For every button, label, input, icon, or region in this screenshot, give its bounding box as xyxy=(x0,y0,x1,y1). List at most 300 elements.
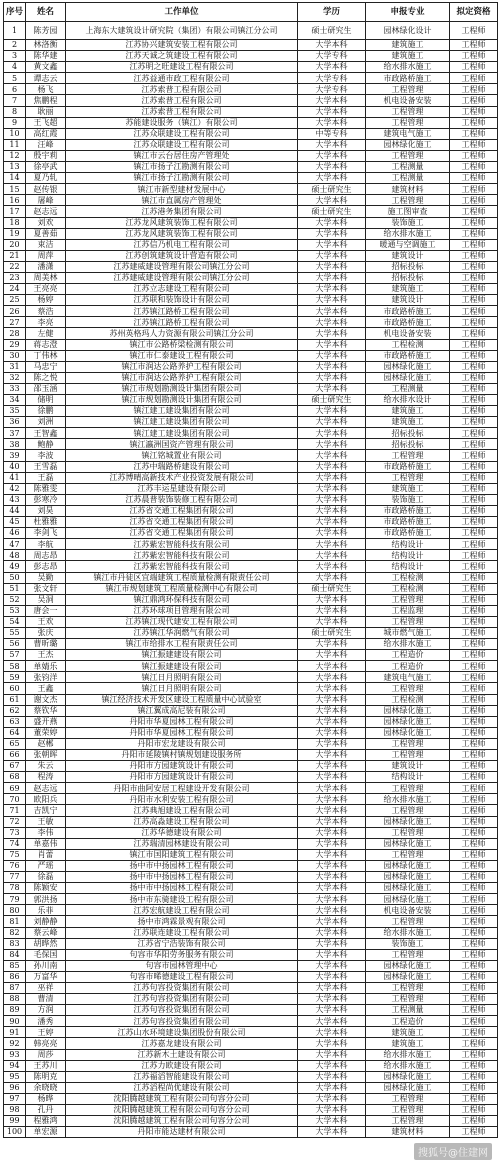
cell-specialty: 市政路桥施工 xyxy=(366,73,450,84)
cell-specialty: 园林绿化施工 xyxy=(366,838,450,849)
cell-qualification: 工程师 xyxy=(450,272,498,283)
cell-employer: 江苏福滔智能建设有限公司 xyxy=(66,1071,298,1082)
cell-qualification: 工程师 xyxy=(450,328,498,339)
table-row xyxy=(4,816,498,827)
cell-no: 80 xyxy=(4,905,26,916)
cell-employer: 镇江市国阳建筑工程有限公司 xyxy=(66,849,298,860)
cell-no: 90 xyxy=(4,1016,26,1027)
cell-qualification: 工程师 xyxy=(450,738,498,749)
cell-employer: 江苏龙风建筑装饰工程有限公司 xyxy=(66,217,298,228)
cell-name: 刘欢 xyxy=(26,217,66,228)
table-row xyxy=(4,1049,498,1060)
cell-specialty: 建筑施工 xyxy=(366,284,450,295)
table-row xyxy=(4,916,498,927)
cell-name: 彭志昂 xyxy=(26,561,66,572)
cell-employer: 江苏信乃机电工程有限公司 xyxy=(66,239,298,250)
cell-name: 李波 xyxy=(26,450,66,461)
cell-no: 28 xyxy=(4,328,26,339)
cell-name: 王敏 xyxy=(26,816,66,827)
cell-name: 夏善茹 xyxy=(26,228,66,239)
cell-qualification: 工程师 xyxy=(450,1127,498,1138)
table-row xyxy=(4,683,498,694)
cell-education: 大学本科 xyxy=(298,461,366,472)
cell-name: 肖蕾 xyxy=(26,849,66,860)
cell-no: 31 xyxy=(4,361,26,372)
cell-education: 大学专科 xyxy=(298,73,366,84)
cell-specialty: 工程管理 xyxy=(366,994,450,1005)
table-row xyxy=(4,128,498,139)
cell-qualification: 工程师 xyxy=(450,971,498,982)
cell-no: 67 xyxy=(4,761,26,772)
cell-employer: 江苏高淼建设工程有限公司 xyxy=(66,816,298,827)
cell-no: 81 xyxy=(4,916,26,927)
table-row xyxy=(4,605,498,616)
cell-no: 23 xyxy=(4,272,26,283)
cell-education: 大学本科 xyxy=(298,328,366,339)
cell-specialty: 工程管理 xyxy=(366,683,450,694)
cell-no: 73 xyxy=(4,827,26,838)
table-row xyxy=(4,150,498,161)
cell-education: 硕士研究生 xyxy=(298,22,366,40)
cell-no: 94 xyxy=(4,1060,26,1071)
cell-name: 张文轩 xyxy=(26,583,66,594)
cell-education: 大学专科 xyxy=(298,51,366,62)
cell-employer: 镇江市扬子江勘测有限公司 xyxy=(66,173,298,184)
cell-education: 大学本科 xyxy=(298,838,366,849)
cell-specialty: 工程管理 xyxy=(366,849,450,860)
cell-education: 大学本科 xyxy=(298,494,366,505)
cell-education: 大学本科 xyxy=(298,539,366,550)
cell-qualification: 工程师 xyxy=(450,838,498,849)
cell-name: 李伟 xyxy=(26,827,66,838)
cell-education: 硕士研究生 xyxy=(298,627,366,638)
cell-qualification: 工程师 xyxy=(450,672,498,683)
cell-specialty: 施工图审查 xyxy=(366,206,450,217)
cell-education: 大学本科 xyxy=(298,62,366,73)
cell-name: 陈明克 xyxy=(26,1071,66,1082)
cell-name: 王磊 xyxy=(26,472,66,483)
cell-qualification: 工程师 xyxy=(450,195,498,206)
cell-name: 马忠宁 xyxy=(26,361,66,372)
cell-specialty: 给水排水施工 xyxy=(366,228,450,239)
table-row xyxy=(4,483,498,494)
cell-specialty: 工程管理 xyxy=(366,916,450,927)
cell-employer: 江苏典旭建设工程有限公司 xyxy=(66,805,298,816)
cell-no: 20 xyxy=(4,239,26,250)
cell-no: 77 xyxy=(4,872,26,883)
cell-employer: 江苏益通市政工程有限公司 xyxy=(66,73,298,84)
cell-education: 大学本科 xyxy=(298,1060,366,1071)
cell-no: 26 xyxy=(4,306,26,317)
table-row xyxy=(4,738,498,749)
cell-education: 大学本科 xyxy=(298,794,366,805)
cell-qualification: 工程师 xyxy=(450,439,498,450)
cell-qualification: 工程师 xyxy=(450,705,498,716)
table-row xyxy=(4,894,498,905)
table-row xyxy=(4,22,498,40)
header-specialty: 申报专业 xyxy=(366,3,450,22)
table-row xyxy=(4,528,498,539)
cell-specialty: 工程管理 xyxy=(366,750,450,761)
cell-specialty: 工程测量 xyxy=(366,383,450,394)
cell-education: 大学本科 xyxy=(298,339,366,350)
cell-qualification: 工程师 xyxy=(450,583,498,594)
table-row xyxy=(4,139,498,150)
cell-name: 曹清 xyxy=(26,994,66,1005)
cell-qualification: 工程师 xyxy=(450,616,498,627)
cell-specialty: 建筑设计 xyxy=(366,250,450,261)
cell-specialty: 装饰施工 xyxy=(366,217,450,228)
cell-employer: 江苏镇江华润燃气有限公司 xyxy=(66,627,298,638)
cell-specialty: 工程管理 xyxy=(366,616,450,627)
cell-name: 刘昊 xyxy=(26,505,66,516)
cell-specialty: 给水排水施工 xyxy=(366,794,450,805)
cell-no: 69 xyxy=(4,783,26,794)
cell-specialty: 建筑电气施工 xyxy=(366,128,450,139)
cell-no: 37 xyxy=(4,428,26,439)
cell-specialty: 园林绿化施工 xyxy=(366,716,450,727)
cell-no: 58 xyxy=(4,661,26,672)
cell-name: 韩亮亮 xyxy=(26,1038,66,1049)
cell-employer: 沈阳腾越建筑工程有限公司句容分公司 xyxy=(66,1105,298,1116)
cell-name: 单婧乐 xyxy=(26,661,66,672)
cell-employer: 江苏众联建设工程有限公司 xyxy=(66,139,298,150)
cell-employer: 镇江振建建设有限公司 xyxy=(66,661,298,672)
cell-specialty: 市政路桥施工 xyxy=(366,306,450,317)
cell-no: 53 xyxy=(4,605,26,616)
cell-education: 大学本科 xyxy=(298,261,366,272)
table-row xyxy=(4,860,498,871)
table-row xyxy=(4,750,498,761)
table-row xyxy=(4,295,498,306)
cell-no: 12 xyxy=(4,150,26,161)
cell-name: 李剑飞 xyxy=(26,528,66,539)
cell-education: 大学本科 xyxy=(298,195,366,206)
cell-specialty: 建筑施工 xyxy=(366,1027,450,1038)
cell-specialty: 市政路桥施工 xyxy=(366,350,450,361)
cell-qualification: 工程师 xyxy=(450,361,498,372)
cell-name: 刘静静 xyxy=(26,916,66,927)
cell-employer: 句容市园林管理中心 xyxy=(66,960,298,971)
header-no: 序号 xyxy=(4,3,26,22)
cell-specialty: 结构设计 xyxy=(366,539,450,550)
cell-no: 93 xyxy=(4,1049,26,1060)
cell-qualification: 工程师 xyxy=(450,317,498,328)
cell-no: 83 xyxy=(4,938,26,949)
table-row xyxy=(4,250,498,261)
cell-education: 大学本科 xyxy=(298,372,366,383)
cell-education: 大学本科 xyxy=(298,1105,366,1116)
cell-employer: 江苏镇江路桥工程有限公司 xyxy=(66,317,298,328)
cell-employer: 扬中市中扬园林工程有限公司 xyxy=(66,883,298,894)
cell-no: 24 xyxy=(4,284,26,295)
cell-education: 大学本科 xyxy=(298,727,366,738)
cell-qualification: 工程师 xyxy=(450,295,498,306)
cell-no: 89 xyxy=(4,1005,26,1016)
cell-qualification: 工程师 xyxy=(450,1027,498,1038)
cell-no: 79 xyxy=(4,894,26,905)
cell-specialty: 工程造价 xyxy=(366,1016,450,1027)
cell-specialty: 工程测量 xyxy=(366,1005,450,1016)
cell-no: 46 xyxy=(4,528,26,539)
cell-education: 大学本科 xyxy=(298,150,366,161)
cell-specialty: 建筑电气施工 xyxy=(366,672,450,683)
cell-education: 硕士研究生 xyxy=(298,583,366,594)
cell-employer: 江苏建威建设管理有限公司镇江分公司 xyxy=(66,272,298,283)
cell-employer: 江苏华德建设有限公司 xyxy=(66,827,298,838)
cell-specialty: 建筑施工 xyxy=(366,40,450,51)
cell-name: 王雪磊 xyxy=(26,461,66,472)
cell-name: 陈雅雯 xyxy=(26,483,66,494)
cell-employer: 沈阳腾越建筑工程有限公司句容分公司 xyxy=(66,1093,298,1104)
cell-employer: 扬中市东骑建设工程有限公司 xyxy=(66,894,298,905)
cell-qualification: 工程师 xyxy=(450,894,498,905)
cell-employer: 江苏索普工程有限公司 xyxy=(66,106,298,117)
cell-specialty: 工程管理 xyxy=(366,738,450,749)
cell-specialty: 暖通与空调施工 xyxy=(366,239,450,250)
cell-education: 大学本科 xyxy=(298,250,366,261)
cell-qualification: 工程师 xyxy=(450,627,498,638)
cell-specialty: 园林绿化施工 xyxy=(366,361,450,372)
table-row xyxy=(4,838,498,849)
cell-name: 盛开燕 xyxy=(26,716,66,727)
cell-education: 大学本科 xyxy=(298,816,366,827)
cell-employer: 江苏句容投资集团有限公司 xyxy=(66,1016,298,1027)
cell-specialty: 园林绿化施工 xyxy=(366,139,450,150)
cell-specialty: 园林绿化施工 xyxy=(366,960,450,971)
table-row xyxy=(4,51,498,62)
table-row xyxy=(4,627,498,638)
cell-employer: 镇江瀛洲国资产管理有限公司 xyxy=(66,439,298,450)
cell-employer: 江苏中瑞路桥建设有限公司 xyxy=(66,461,298,472)
cell-no: 44 xyxy=(4,505,26,516)
cell-education: 大学本科 xyxy=(298,1093,366,1104)
table-row xyxy=(4,971,498,982)
cell-qualification: 工程师 xyxy=(450,284,498,295)
cell-name: 潘潇 xyxy=(26,261,66,272)
cell-no: 91 xyxy=(4,1027,26,1038)
table-row xyxy=(4,772,498,783)
cell-qualification: 工程师 xyxy=(450,872,498,883)
table-row xyxy=(4,73,498,84)
cell-qualification: 工程师 xyxy=(450,1005,498,1016)
table-row xyxy=(4,1082,498,1093)
table-row xyxy=(4,705,498,716)
cell-qualification: 工程师 xyxy=(450,95,498,106)
cell-specialty: 招标投标 xyxy=(366,428,450,439)
cell-no: 33 xyxy=(4,383,26,394)
cell-specialty: 招标投标 xyxy=(366,272,450,283)
cell-employer: 镇江建工建设集团有限公司 xyxy=(66,428,298,439)
cell-no: 8 xyxy=(4,106,26,117)
cell-no: 96 xyxy=(4,1082,26,1093)
cell-name: 杨晔 xyxy=(26,1093,66,1104)
cell-specialty: 园林绿化施工 xyxy=(366,872,450,883)
cell-education: 大学本科 xyxy=(298,228,366,239)
table-row xyxy=(4,982,498,993)
table-row xyxy=(4,1060,498,1071)
table-row xyxy=(4,616,498,627)
cell-qualification: 工程师 xyxy=(450,905,498,916)
table-row xyxy=(4,727,498,738)
cell-no: 41 xyxy=(4,472,26,483)
cell-employer: 扬中市鸿霖景观有限公司 xyxy=(66,916,298,927)
cell-name: 吴洞 xyxy=(26,594,66,605)
cell-employer: 江苏索普工程有限公司 xyxy=(66,84,298,95)
cell-employer: 镇江市公路桥梁检测有限公司 xyxy=(66,339,298,350)
cell-employer: 扬中市中扬园林工程有限公司 xyxy=(66,860,298,871)
cell-education: 大学本科 xyxy=(298,705,366,716)
table-row xyxy=(4,339,498,350)
cell-no: 92 xyxy=(4,1038,26,1049)
cell-education: 大学本科 xyxy=(298,439,366,450)
cell-employer: 江苏协兴建筑安装工程有限公司 xyxy=(66,40,298,51)
cell-name: 谭志云 xyxy=(26,73,66,84)
table-row xyxy=(4,317,498,328)
cell-education: 大学本科 xyxy=(298,1016,366,1027)
cell-qualification: 工程师 xyxy=(450,40,498,51)
cell-qualification: 工程师 xyxy=(450,261,498,272)
cell-no: 70 xyxy=(4,794,26,805)
cell-education: 大学本科 xyxy=(298,772,366,783)
cell-no: 61 xyxy=(4,694,26,705)
cell-specialty: 园林绿化施工 xyxy=(366,860,450,871)
cell-name: 束洁 xyxy=(26,239,66,250)
cell-qualification: 工程师 xyxy=(450,472,498,483)
cell-education: 大学本科 xyxy=(298,1038,366,1049)
cell-qualification: 工程师 xyxy=(450,927,498,938)
cell-no: 25 xyxy=(4,295,26,306)
cell-education: 大学本科 xyxy=(298,117,366,128)
cell-name: 陈芳园 xyxy=(26,22,66,40)
cell-education: 大学本科 xyxy=(298,40,366,51)
cell-name: 高红霞 xyxy=(26,128,66,139)
cell-no: 57 xyxy=(4,650,26,661)
cell-employer: 江苏句容投资集团有限公司 xyxy=(66,982,298,993)
table-row xyxy=(4,428,498,439)
table-row xyxy=(4,1038,498,1049)
cell-employer: 江苏港务集团有限公司 xyxy=(66,206,298,217)
table-row xyxy=(4,1116,498,1127)
cell-no: 60 xyxy=(4,683,26,694)
cell-specialty: 给水排水施工 xyxy=(366,1060,450,1071)
cell-employer: 丹阳市方园建筑设计有限公司 xyxy=(66,761,298,772)
cell-qualification: 工程师 xyxy=(450,960,498,971)
cell-education: 大学本科 xyxy=(298,350,366,361)
cell-no: 99 xyxy=(4,1116,26,1127)
cell-no: 11 xyxy=(4,139,26,150)
cell-qualification: 工程师 xyxy=(450,517,498,528)
cell-specialty: 工程管理 xyxy=(366,84,450,95)
cell-name: 徐磊 xyxy=(26,872,66,883)
cell-no: 51 xyxy=(4,583,26,594)
cell-no: 2 xyxy=(4,40,26,51)
cell-qualification: 工程师 xyxy=(450,150,498,161)
cell-no: 68 xyxy=(4,772,26,783)
cell-education: 大学本科 xyxy=(298,639,366,650)
cell-qualification: 工程师 xyxy=(450,62,498,73)
cell-education: 大学本科 xyxy=(298,306,366,317)
cell-qualification: 工程师 xyxy=(450,572,498,583)
cell-name: 方润 xyxy=(26,1005,66,1016)
cell-qualification: 工程师 xyxy=(450,794,498,805)
table-row xyxy=(4,228,498,239)
cell-employer: 江苏省宁浩装饰有限公司 xyxy=(66,938,298,949)
cell-name: 董荣婷 xyxy=(26,727,66,738)
cell-education: 大学本科 xyxy=(298,594,366,605)
cell-education: 大学本科 xyxy=(298,605,366,616)
cell-name: 彭寒冷 xyxy=(26,494,66,505)
cell-name: 朱云 xyxy=(26,761,66,772)
cell-qualification: 工程师 xyxy=(450,428,498,439)
cell-employer: 句容市晞德建设工程有限公司 xyxy=(66,971,298,982)
cell-employer: 江苏省交通工程集团有限公司 xyxy=(66,517,298,528)
table-row xyxy=(4,1027,498,1038)
cell-employer: 句容市华阳劳务服务有限公司 xyxy=(66,949,298,960)
cell-employer: 江苏宏航建设工程有限公司 xyxy=(66,905,298,916)
cell-education: 大学本科 xyxy=(298,106,366,117)
cell-no: 66 xyxy=(4,750,26,761)
cell-employer: 江苏丰运星建设有限公司 xyxy=(66,483,298,494)
cell-qualification: 工程师 xyxy=(450,22,498,40)
cell-name: 张朝晖 xyxy=(26,750,66,761)
cell-qualification: 工程师 xyxy=(450,827,498,838)
cell-employer: 镇江建工建设集团有限公司 xyxy=(66,406,298,417)
cell-specialty: 建筑施工 xyxy=(366,483,450,494)
cell-specialty: 工程管理 xyxy=(366,783,450,794)
table-row xyxy=(4,1105,498,1116)
table-row xyxy=(4,661,498,672)
cell-education: 大学本科 xyxy=(298,616,366,627)
cell-education: 大学本科 xyxy=(298,994,366,1005)
cell-qualification: 工程师 xyxy=(450,417,498,428)
cell-name: 万富华 xyxy=(26,971,66,982)
cell-name: 严瑶 xyxy=(26,860,66,871)
cell-education: 硕士研究生 xyxy=(298,206,366,217)
cell-no: 52 xyxy=(4,594,26,605)
table-row xyxy=(4,960,498,971)
cell-employer: 江苏龙风建筑装饰工程有限公司 xyxy=(66,228,298,239)
cell-name: 乐菲 xyxy=(26,905,66,916)
table-row xyxy=(4,184,498,195)
cell-employer: 丹阳市宏龙建设有限公司 xyxy=(66,738,298,749)
cell-name: 王飞超 xyxy=(26,117,66,128)
cell-specialty: 园林绿化施工 xyxy=(366,372,450,383)
table-row xyxy=(4,639,498,650)
cell-qualification: 工程师 xyxy=(450,483,498,494)
cell-education: 大学专科 xyxy=(298,84,366,95)
cell-specialty: 建筑材料 xyxy=(366,184,450,195)
cell-employer: 镇江市直属房产管理处 xyxy=(66,195,298,206)
cell-specialty: 工程检测 xyxy=(366,583,450,594)
cell-employer: 江苏明之旺建设工程有限公司 xyxy=(66,62,298,73)
cell-qualification: 工程师 xyxy=(450,1093,498,1104)
cell-qualification: 工程师 xyxy=(450,849,498,860)
cell-name: 刘洲 xyxy=(26,417,66,428)
cell-qualification: 工程师 xyxy=(450,184,498,195)
cell-name: 徐鹏 xyxy=(26,406,66,417)
cell-specialty: 给水排水施工 xyxy=(366,927,450,938)
cell-name: 王亮亮 xyxy=(26,284,66,295)
cell-specialty: 机电设备安装 xyxy=(366,328,450,339)
cell-education: 大学本科 xyxy=(298,162,366,173)
cell-education: 大学本科 xyxy=(298,272,366,283)
cell-education: 大学本科 xyxy=(298,561,366,572)
cell-no: 27 xyxy=(4,317,26,328)
table-row xyxy=(4,594,498,605)
cell-qualification: 工程师 xyxy=(450,805,498,816)
cell-specialty: 建筑材料 xyxy=(366,1127,450,1138)
